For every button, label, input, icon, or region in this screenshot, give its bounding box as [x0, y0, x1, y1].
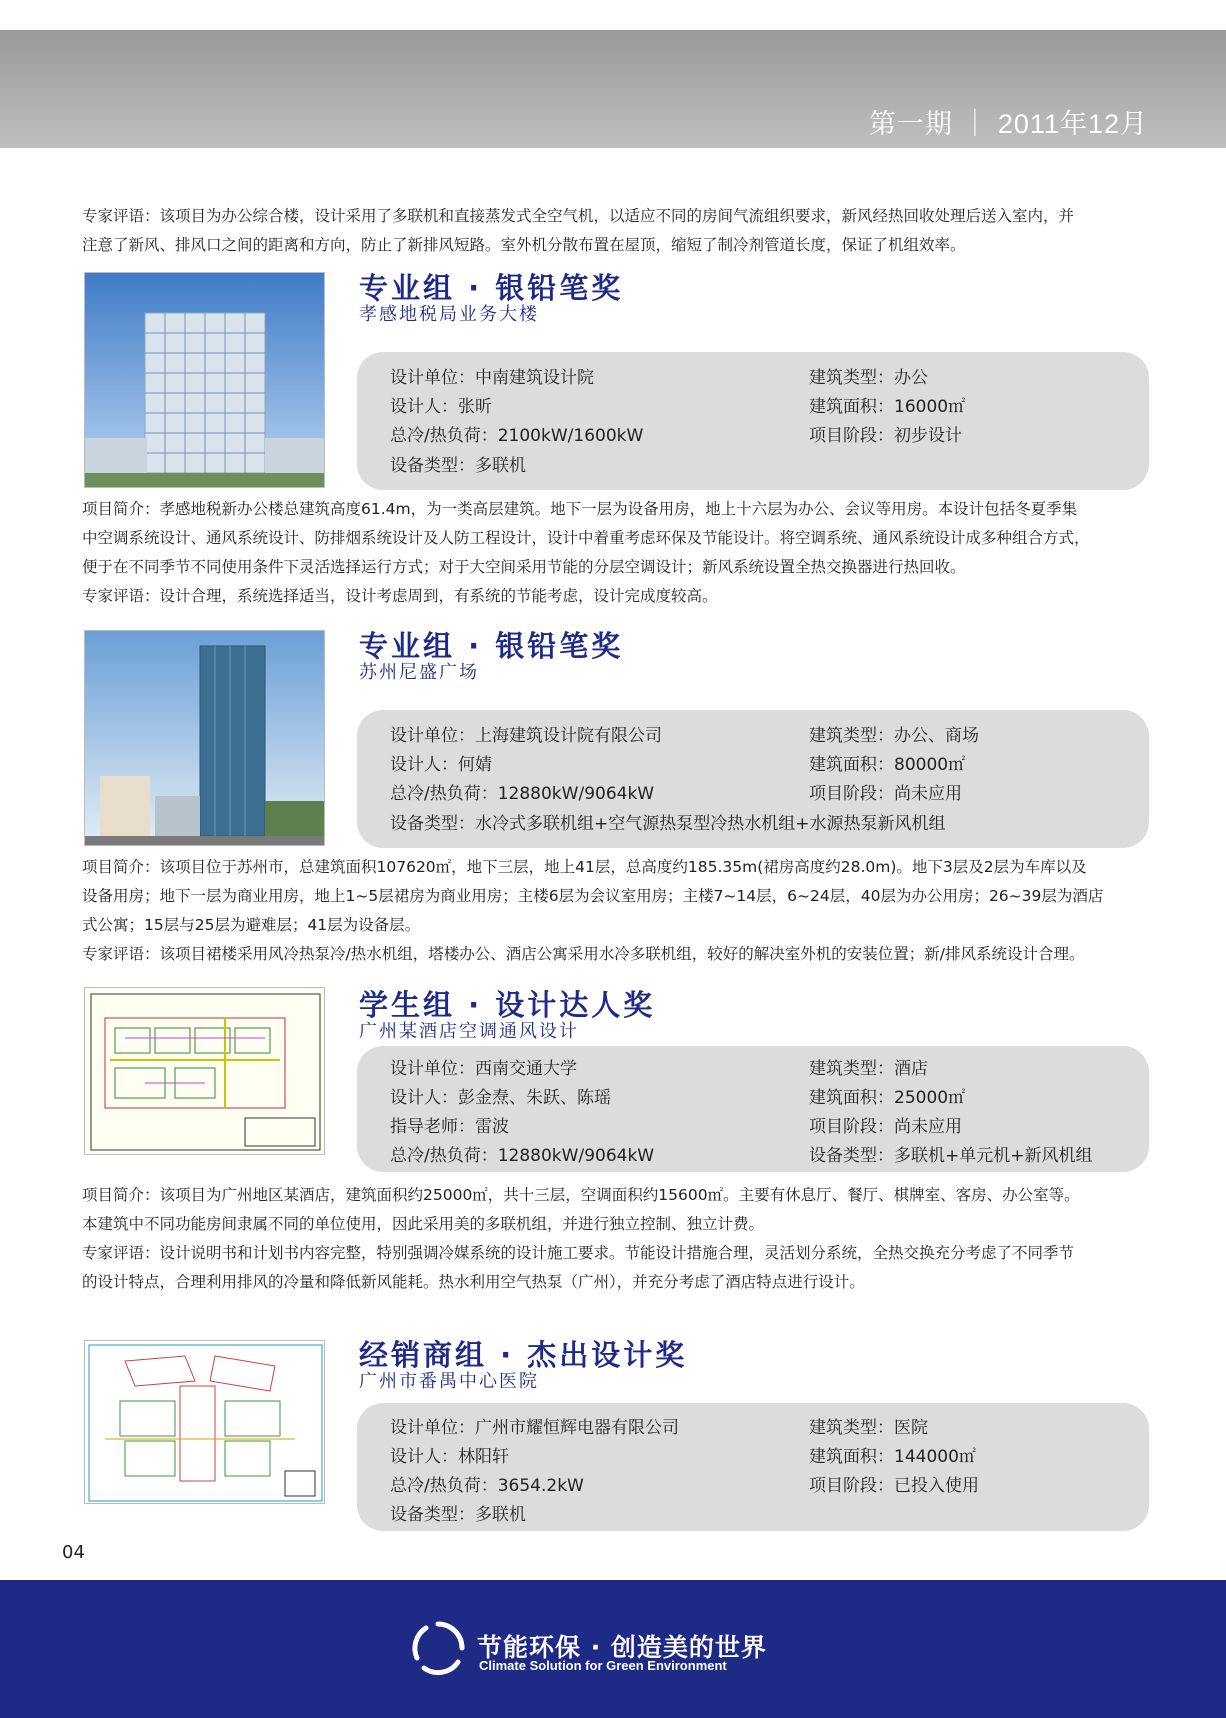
info-item: 建筑面积：25000㎡: [809, 1088, 966, 1108]
floor-plan-image: [84, 1340, 325, 1504]
info-item: 设计单位：上海建筑设计院有限公司: [390, 726, 662, 746]
project-name: 广州市番禺中心医院: [359, 1371, 539, 1392]
info-box: [357, 1046, 1149, 1172]
page-number: 04: [62, 1542, 85, 1563]
issue-label: 第一期 ｜ 2011年12月: [868, 109, 1148, 139]
info-item: 项目阶段：已投入使用: [809, 1476, 979, 1496]
footer-slogan: 节能环保 · 创造美的世界: [477, 1633, 767, 1662]
info-item: 建筑面积：80000㎡: [809, 755, 966, 775]
info-item: 建筑类型：办公: [809, 368, 928, 388]
info-item: 建筑类型：酒店: [809, 1059, 928, 1079]
info-item: 总冷/热负荷：3654.2kW: [390, 1476, 584, 1496]
info-item: 设计单位：西南交通大学: [390, 1059, 577, 1079]
info-item: 设计人：林阳轩: [390, 1447, 509, 1467]
brand-logo-icon: [408, 1618, 468, 1678]
info-item: 建筑面积：16000㎡: [809, 397, 966, 417]
project-name: 广州某酒店空调通风设计: [359, 1021, 579, 1042]
info-box: [357, 1403, 1149, 1531]
text-line: 式公寓；15层与25层为避难层；41层为设备层。: [82, 916, 421, 934]
floor-plan-image: [84, 987, 325, 1155]
text-line: 专家评语：该项目裙楼采用风冷热泵冷/热水机组，塔楼办公、酒店公寓采用水冷多联机组，较好的解决室外机的安装位置；新/排风系统设计合理。: [82, 945, 1085, 963]
info-item: 设计单位：广州市耀恒辉电器有限公司: [390, 1418, 679, 1438]
building-photo: [84, 630, 325, 846]
info-item: 总冷/热负荷：12880kW/9064kW: [390, 1146, 655, 1166]
text-line: 本建筑中不同功能房间隶属不同的单位使用，因此采用美的多联机组，并进行独立控制、独立计费。: [82, 1215, 765, 1233]
text-line: 项目简介：该项目为广州地区某酒店，建筑面积约25000㎡，共十三层，空调面积约15600㎡。主要有休息厅、餐厅、棋牌室、客房、办公室等。: [82, 1186, 1080, 1204]
project-name: 苏州尼盛广场: [359, 662, 479, 683]
text-line: 项目简介：该项目位于苏州市，总建筑面积107620㎡，地下三层，地上41层，总高度约185.35m(裙房高度约28.0m)。地下3层及2层为车库以及: [82, 858, 1087, 876]
award-title: 专业组 · 银铅笔奖: [359, 271, 624, 305]
project-description: [82, 1181, 1162, 1297]
text-line: 注意了新风、排风口之间的距离和方向，防止了新排风短路。室外机分散布置在屋顶，缩短了制冷剂管道长度，保证了机组效率。: [82, 236, 966, 254]
info-item: 设计人：张昕: [390, 397, 492, 417]
text-line: 的设计特点，合理利用排风的冷量和降低新风能耗。热水利用空气热泵（广州），并充分考虑了酒店特点进行设计。: [82, 1273, 865, 1291]
info-item: 设备类型：多联机+单元机+新风机组: [809, 1146, 1093, 1166]
text-line: 专家评语：该项目为办公综合楼，设计采用了多联机和直接蒸发式全空气机，以适应不同的房间气流组织要求，新风经热回收处理后送入室内，并: [82, 207, 1075, 225]
info-item: 设备类型：多联机: [390, 1505, 526, 1525]
info-item: 项目阶段：尚未应用: [809, 1117, 962, 1137]
info-item: 项目阶段：尚未应用: [809, 784, 962, 804]
award-title: 经销商组 · 杰出设计奖: [359, 1338, 688, 1372]
text-line: 中空调系统设计、通风系统设计、防排烟系统设计及人防工程设计，设计中着重考虑环保及节能设计。将空调系统、通风系统设计成多种组合方式，: [82, 529, 1090, 547]
info-item: 总冷/热负荷：2100kW/1600kW: [390, 426, 644, 446]
project-description: [82, 495, 1162, 611]
award-title: 专业组 · 银铅笔奖: [359, 629, 624, 663]
text-line: 专家评语：设计合理，系统选择适当，设计考虑周到，有系统的节能考虑，设计完成度较高。: [82, 587, 718, 605]
info-item: 设备类型：多联机: [390, 456, 526, 476]
info-item: 指导老师：雷波: [390, 1117, 509, 1137]
info-item: 设计单位：中南建筑设计院: [390, 368, 594, 388]
info-item: 建筑类型：办公、商场: [809, 726, 979, 746]
info-item: 设备类型：水冷式多联机组+空气源热泵型冷热水机组+水源热泵新风机组: [390, 814, 946, 834]
intro-comment: [82, 202, 1162, 260]
text-line: 设备用房；地下一层为商业用房，地上1~5层裙房为商业用房；主楼6层为会议室用房；主楼7~14层，6~24层，40层为办公用房；26~39层为酒店: [82, 887, 1104, 905]
info-box: [357, 352, 1149, 490]
info-item: 总冷/热负荷：12880kW/9064kW: [390, 784, 655, 804]
project-name: 孝感地税局业务大楼: [359, 304, 539, 325]
text-line: 便于在不同季节不同使用条件下灵活选择运行方式；对于大空间采用节能的分层空调设计；新风系统设置全热交换器进行热回收。: [82, 558, 966, 576]
text-line: 专家评语：设计说明书和计划书内容完整，特别强调冷媒系统的设计施工要求。节能设计措施合理，灵活划分系统，全热交换充分考虑了不同季节: [82, 1244, 1075, 1262]
text-line: 项目简介：孝感地税新办公楼总建筑高度61.4m，为一类高层建筑。地下一层为设备用房，地上十六层为办公、会议等用房。本设计包括冬夏季集: [82, 500, 1078, 518]
info-item: 建筑面积：144000㎡: [809, 1447, 976, 1467]
info-item: 设计人：彭金焘、朱跃、陈瑶: [390, 1088, 611, 1108]
award-title: 学生组 · 设计达人奖: [359, 988, 656, 1022]
footer-slogan-en: Climate Solution for Green Environment: [479, 1658, 727, 1673]
info-item: 项目阶段：初步设计: [809, 426, 962, 446]
info-item: 设计人：何婧: [390, 755, 492, 775]
info-item: 建筑类型：医院: [809, 1418, 928, 1438]
project-description: [82, 853, 1162, 969]
info-box: [357, 710, 1149, 848]
building-photo: [84, 272, 325, 488]
